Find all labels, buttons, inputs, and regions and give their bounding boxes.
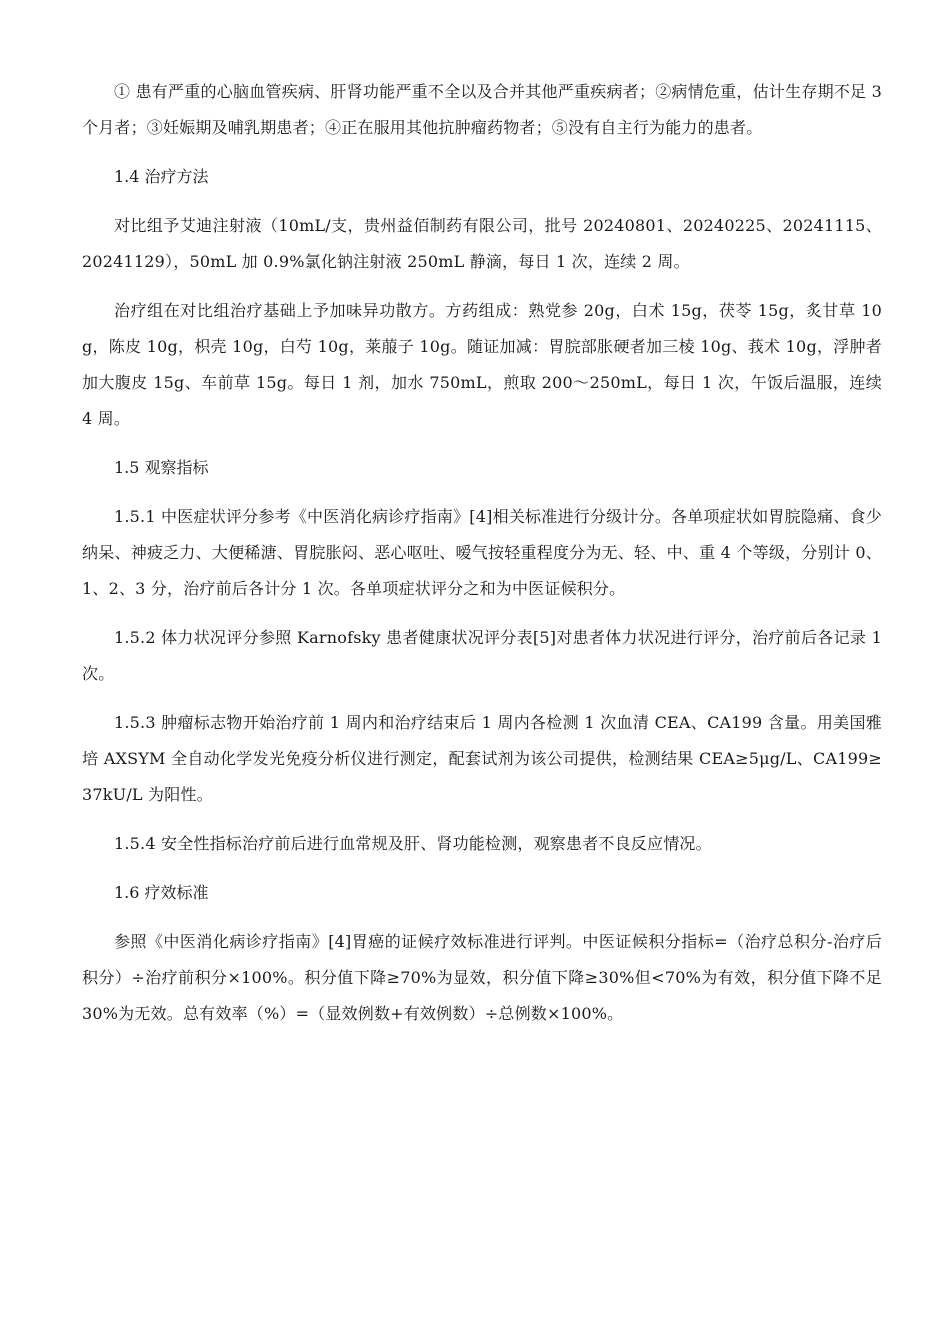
exclusion-criteria: ① 患有严重的心脑血管疾病、肝肾功能严重不全以及合并其他严重疾病者；②病情危重，估计生存期不足 3 个月者；③妊娠期及哺乳期患者；④正在服用其他抗肿瘤药物者；⑤没有自主行为能力的患者。 [82,82,882,137]
section-1-5-3: 1.5.3 肿瘤标志物开始治疗前 1 周内和治疗结束后 1 周内各检测 1 次血清 CEA、CA199 含量。用美国雅培 AXSYM 全自动化学发光免疫分析仪进行测定，配套试剂为该公司提供，检测结果 CEA≥5μg/L、CA199≥37kU/L 为阳性。 [82,713,882,804]
section-1-6-heading: 1.6 疗效标准 [114,883,209,902]
section-1-5-2: 1.5.2 体力状况评分参照 Karnofsky 患者健康状况评分表[5]对患者体力状况进行评分，治疗前后各记录 1 次。 [82,628,882,683]
efficacy-criteria: 参照《中医消化病诊疗指南》[4]胃癌的证候疗效标准进行评判。中医证候积分指标=（治疗总积分-治疗后积分）÷治疗前积分×100%。积分值下降≥70%为显效，积分值下降≥30%但<70%为有效，积分值下降不足 30%为无效。总有效率（%）=（显效例数+有效例数）÷总例数×100%。 [82,932,882,1023]
treatment-group-treatment: 治疗组在对比组治疗基础上予加味异功散方。方药组成：熟党参 20g，白术 15g，茯苓 15g，炙甘草 10g，陈皮 10g，枳壳 10g，白芍 10g，莱菔子 10g。随证加减：胃脘部胀硬者加三棱 10g、莪术 10g，浮肿者加大腹皮 15g、车前草 15g。每日 1 剂，加水 750mL，煎取 200～250mL，每日 1 次，午饭后温服，连续 4 周。 [82,301,882,428]
document-page [82,74,882,1045]
section-1-5-4: 1.5.4 安全性指标治疗前后进行血常规及肝、肾功能检测，观察患者不良反应情况。 [114,834,712,853]
section-1-5-heading: 1.5 观察指标 [114,458,209,477]
control-group-treatment: 对比组予艾迪注射液（10mL/支，贵州益佰制药有限公司，批号 20240801、20240225、20241115、20241129），50mL 加 0.9%氯化钠注射液 250mL 静滴，每日 1 次，连续 2 周。 [82,216,882,271]
section-1-4-heading: 1.4 治疗方法 [114,167,209,186]
section-1-5-1: 1.5.1 中医症状评分参考《中医消化病诊疗指南》[4]相关标准进行分级计分。各单项症状如胃脘隐痛、食少纳呆、神疲乏力、大便稀溏、胃脘胀闷、恶心呕吐、嗳气按轻重程度分为无、轻、中、重 4 个等级，分别计 0、1、2、3 分，治疗前后各计分 1 次。各单项症状评分之和为中医证候积分。 [82,507,882,598]
